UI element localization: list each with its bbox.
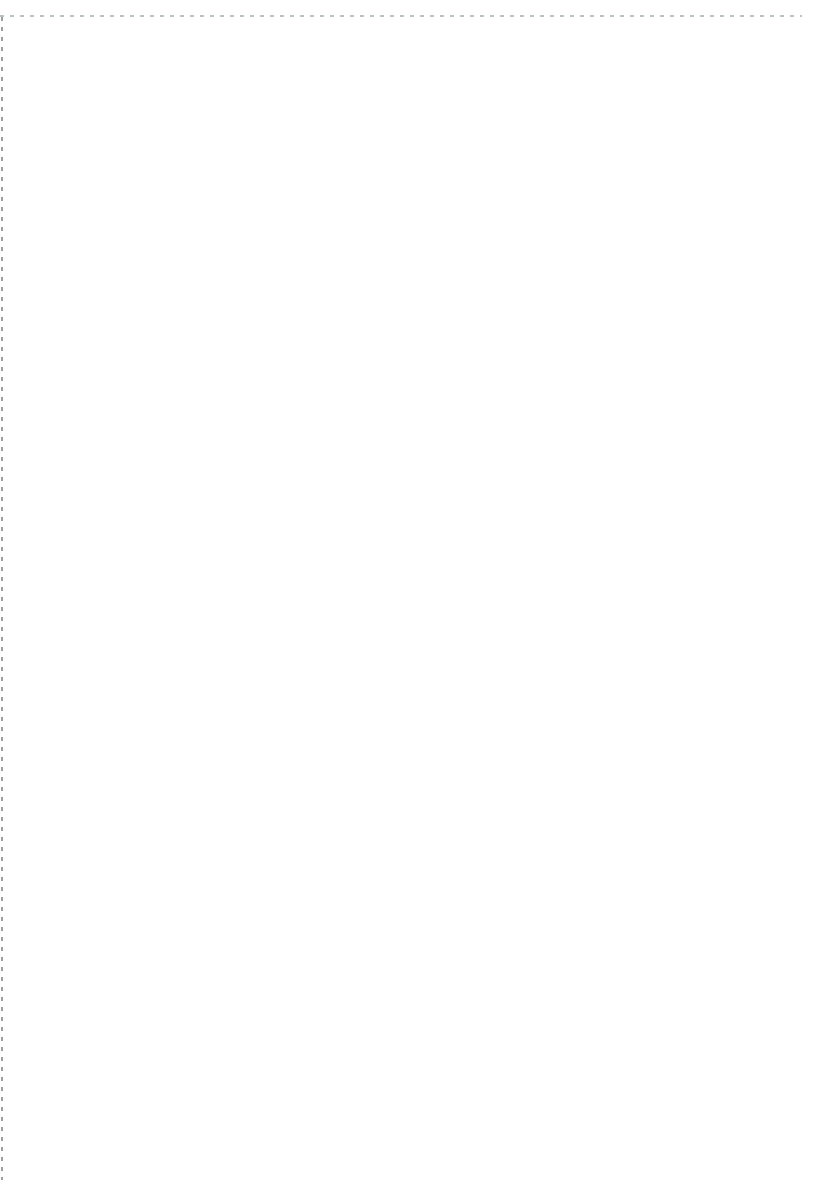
- flower-border-top: [0, 0, 816, 15]
- document-content: [3, 20, 816, 50]
- text-boundary-left: [1, 17, 3, 1180]
- text-boundary-top: [0, 15, 802, 17]
- flower-border-right: [801, 15, 816, 1180]
